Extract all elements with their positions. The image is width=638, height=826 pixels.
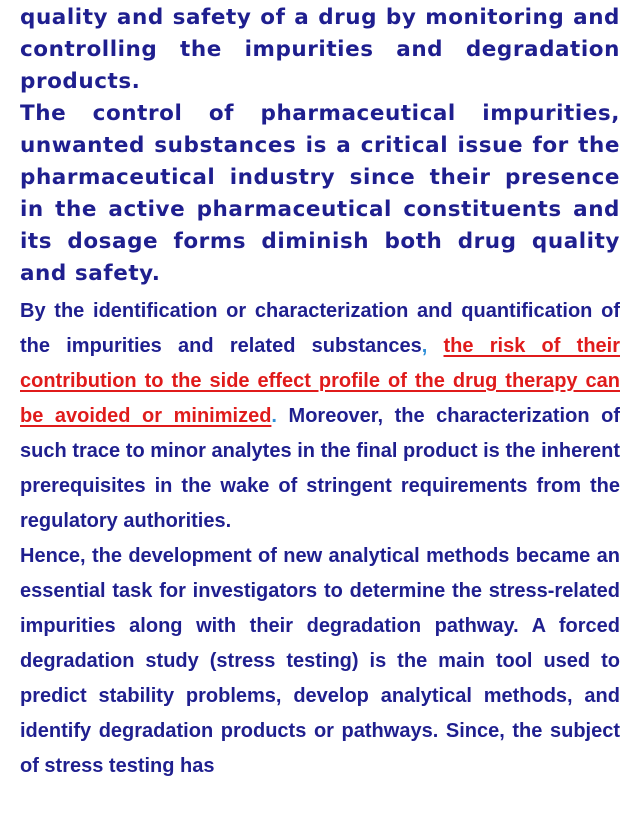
- section-impurity-control: [20, 2, 620, 290]
- highlighted-risk-text: the risk of their contribution to the side effect profile of the drug therapy can be avoided or minimized: [20, 335, 620, 427]
- characterization-text: Moreover, the characterization of such trace to minor analytes in the final product is the inherent prerequisites in the wake of stringent requirements from the regulatory authorities.: [20, 405, 620, 532]
- period-mark: .: [271, 405, 277, 427]
- stress-testing-paragraph: Hence, the development of new analytical methods became an essential task for investigators to determine the stress-related impurities along with their degradation pathway. A forced degradation study (stress testing) is the main tool used to predict stability problems, develop analytical methods, and identify degradation products or pathways. Since, the subject of stress testing has: [20, 545, 620, 777]
- section-identification: [20, 294, 620, 539]
- document-page: [20, 0, 620, 826]
- comma-mark: ,: [421, 335, 428, 357]
- continuation-text: quality and safety of a drug by monitoring and controlling the impurities and degradation products.: [20, 5, 620, 94]
- identification-text: By the identification or characterization and quantification of the impurities and related substances: [20, 300, 620, 357]
- control-paragraph: The control of pharmaceutical impurities, unwanted substances is a critical issue for the pharmaceutical industry since their presence in the active pharmaceutical constituents and its dosage forms diminish both drug quality and safety.: [20, 101, 620, 286]
- section-stress-testing: [20, 539, 620, 784]
